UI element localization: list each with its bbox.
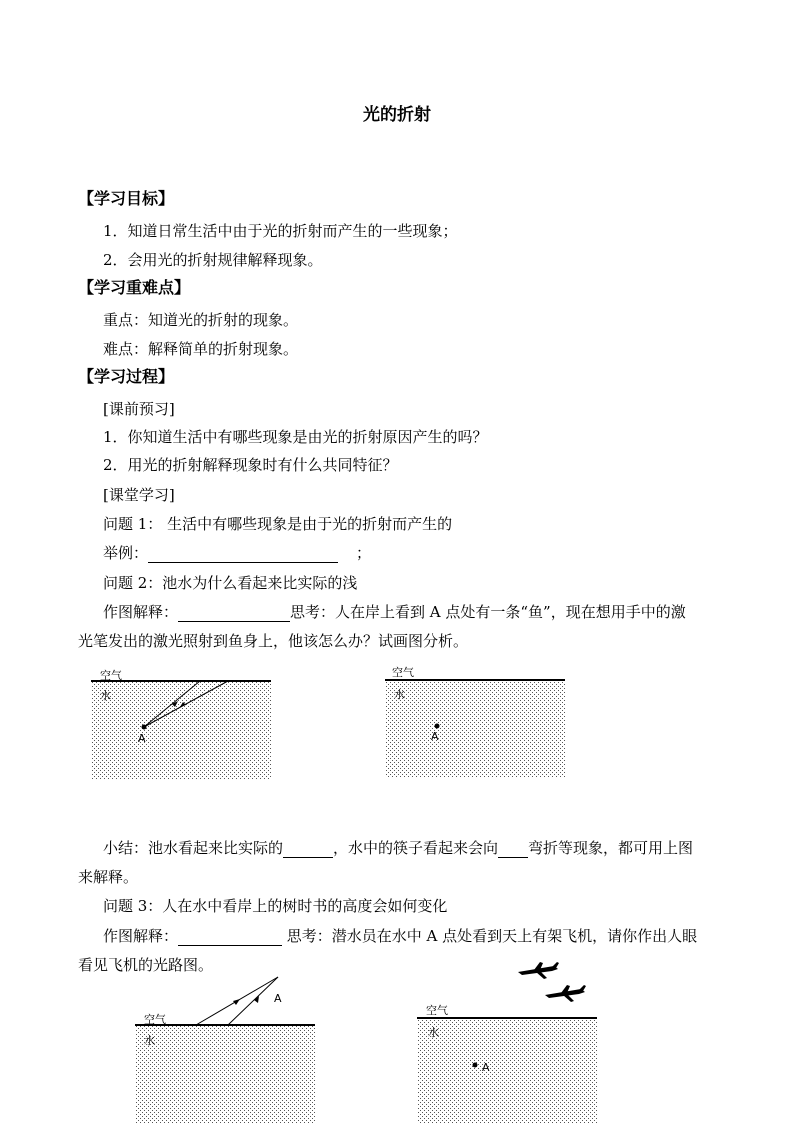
goal-2: 2．会用光的折射规律解释现象。 [103, 251, 323, 269]
fig2-point-label: A [431, 730, 439, 743]
explain-blank-3[interactable] [178, 929, 282, 946]
fig2-water-label: 水 [394, 688, 405, 701]
goal-1: 1．知道日常生活中由于光的折射而产生的一些现象； [103, 222, 458, 240]
fig4-air-label: 空气 [426, 1004, 448, 1017]
think-2-line1: 思考：人在岸上看到 A 点处有一条“鱼”，现在想用手中的激 [290, 603, 686, 621]
figure-diver-point [414, 1000, 604, 1123]
think-2-line2: 光笔发出的激光照射到鱼身上，他该怎么办？试画图分析。 [78, 632, 469, 650]
fig1-air-label: 空气 [100, 669, 122, 682]
fig3-water-label: 水 [144, 1034, 155, 1047]
key-heading: 【学习重难点】 [78, 278, 191, 297]
airplane-icon-2 [543, 982, 587, 1010]
page-title: 光的折射 [363, 105, 431, 125]
figure-fish-point [382, 662, 572, 782]
problem-3: 问题 3：人在水中看岸上的树时书的高度会如何变化 [103, 897, 448, 915]
explain-line-2 [103, 602, 686, 622]
fig3-point-label: A [274, 992, 282, 1005]
think-3-line2: 看见飞机的光路图。 [78, 956, 214, 974]
goals-heading: 【学习目标】 [78, 189, 175, 208]
summary-a: 小结：池水看起来比实际的 [103, 839, 284, 857]
explain-blank-2[interactable] [178, 605, 290, 622]
preview-label: [课前预习] [103, 400, 175, 418]
fig4-water-label: 水 [428, 1026, 439, 1039]
figure-refraction-rays [88, 666, 278, 782]
preview-question-1: 1．你知道生活中有哪些现象是由光的折射原因产生的吗？ [103, 428, 488, 446]
explain-line-3 [103, 926, 697, 946]
fig3-air-label: 空气 [144, 1013, 166, 1026]
fig1-water-label: 水 [100, 689, 111, 702]
key-point: 重点：知道光的折射的现象。 [103, 311, 299, 329]
example-line [103, 543, 371, 563]
summary-c: 弯折等现象，都可用上图 [528, 839, 694, 857]
classroom-label: [课堂学习] [103, 486, 175, 504]
problem-2: 问题 2：池水为什么看起来比实际的浅 [103, 574, 358, 592]
summary-line [103, 838, 693, 858]
fig4-point-label: A [482, 1061, 490, 1074]
summary-line2: 来解释。 [78, 868, 139, 886]
process-heading: 【学习过程】 [78, 367, 175, 386]
explain-prefix-3: 作图解释： [103, 927, 179, 945]
example-blank[interactable] [148, 546, 338, 563]
summary-blank-2[interactable] [498, 841, 528, 858]
difficult-point: 难点：解释简单的折射现象。 [103, 340, 299, 358]
figure-tree-rays [130, 972, 320, 1123]
problem-1: 问题 1： 生活中有哪些现象是由于光的折射而产生的 [103, 515, 453, 533]
fig2-air-label: 空气 [392, 666, 414, 679]
preview-question-2: 2．用光的折射解释现象时有什么共同特征？ [103, 456, 398, 474]
fig1-point-label: A [138, 732, 146, 745]
example-suffix: ； [356, 544, 372, 562]
think-3-line1: 思考：潜水员在水中 A 点处看到天上有架飞机，请你作出人眼 [282, 927, 698, 945]
explain-prefix: 作图解释： [103, 603, 179, 621]
summary-blank-1[interactable] [283, 841, 333, 858]
example-prefix: 举例： [103, 544, 149, 562]
summary-b: ，水中的筷子看起来会向 [333, 839, 499, 857]
